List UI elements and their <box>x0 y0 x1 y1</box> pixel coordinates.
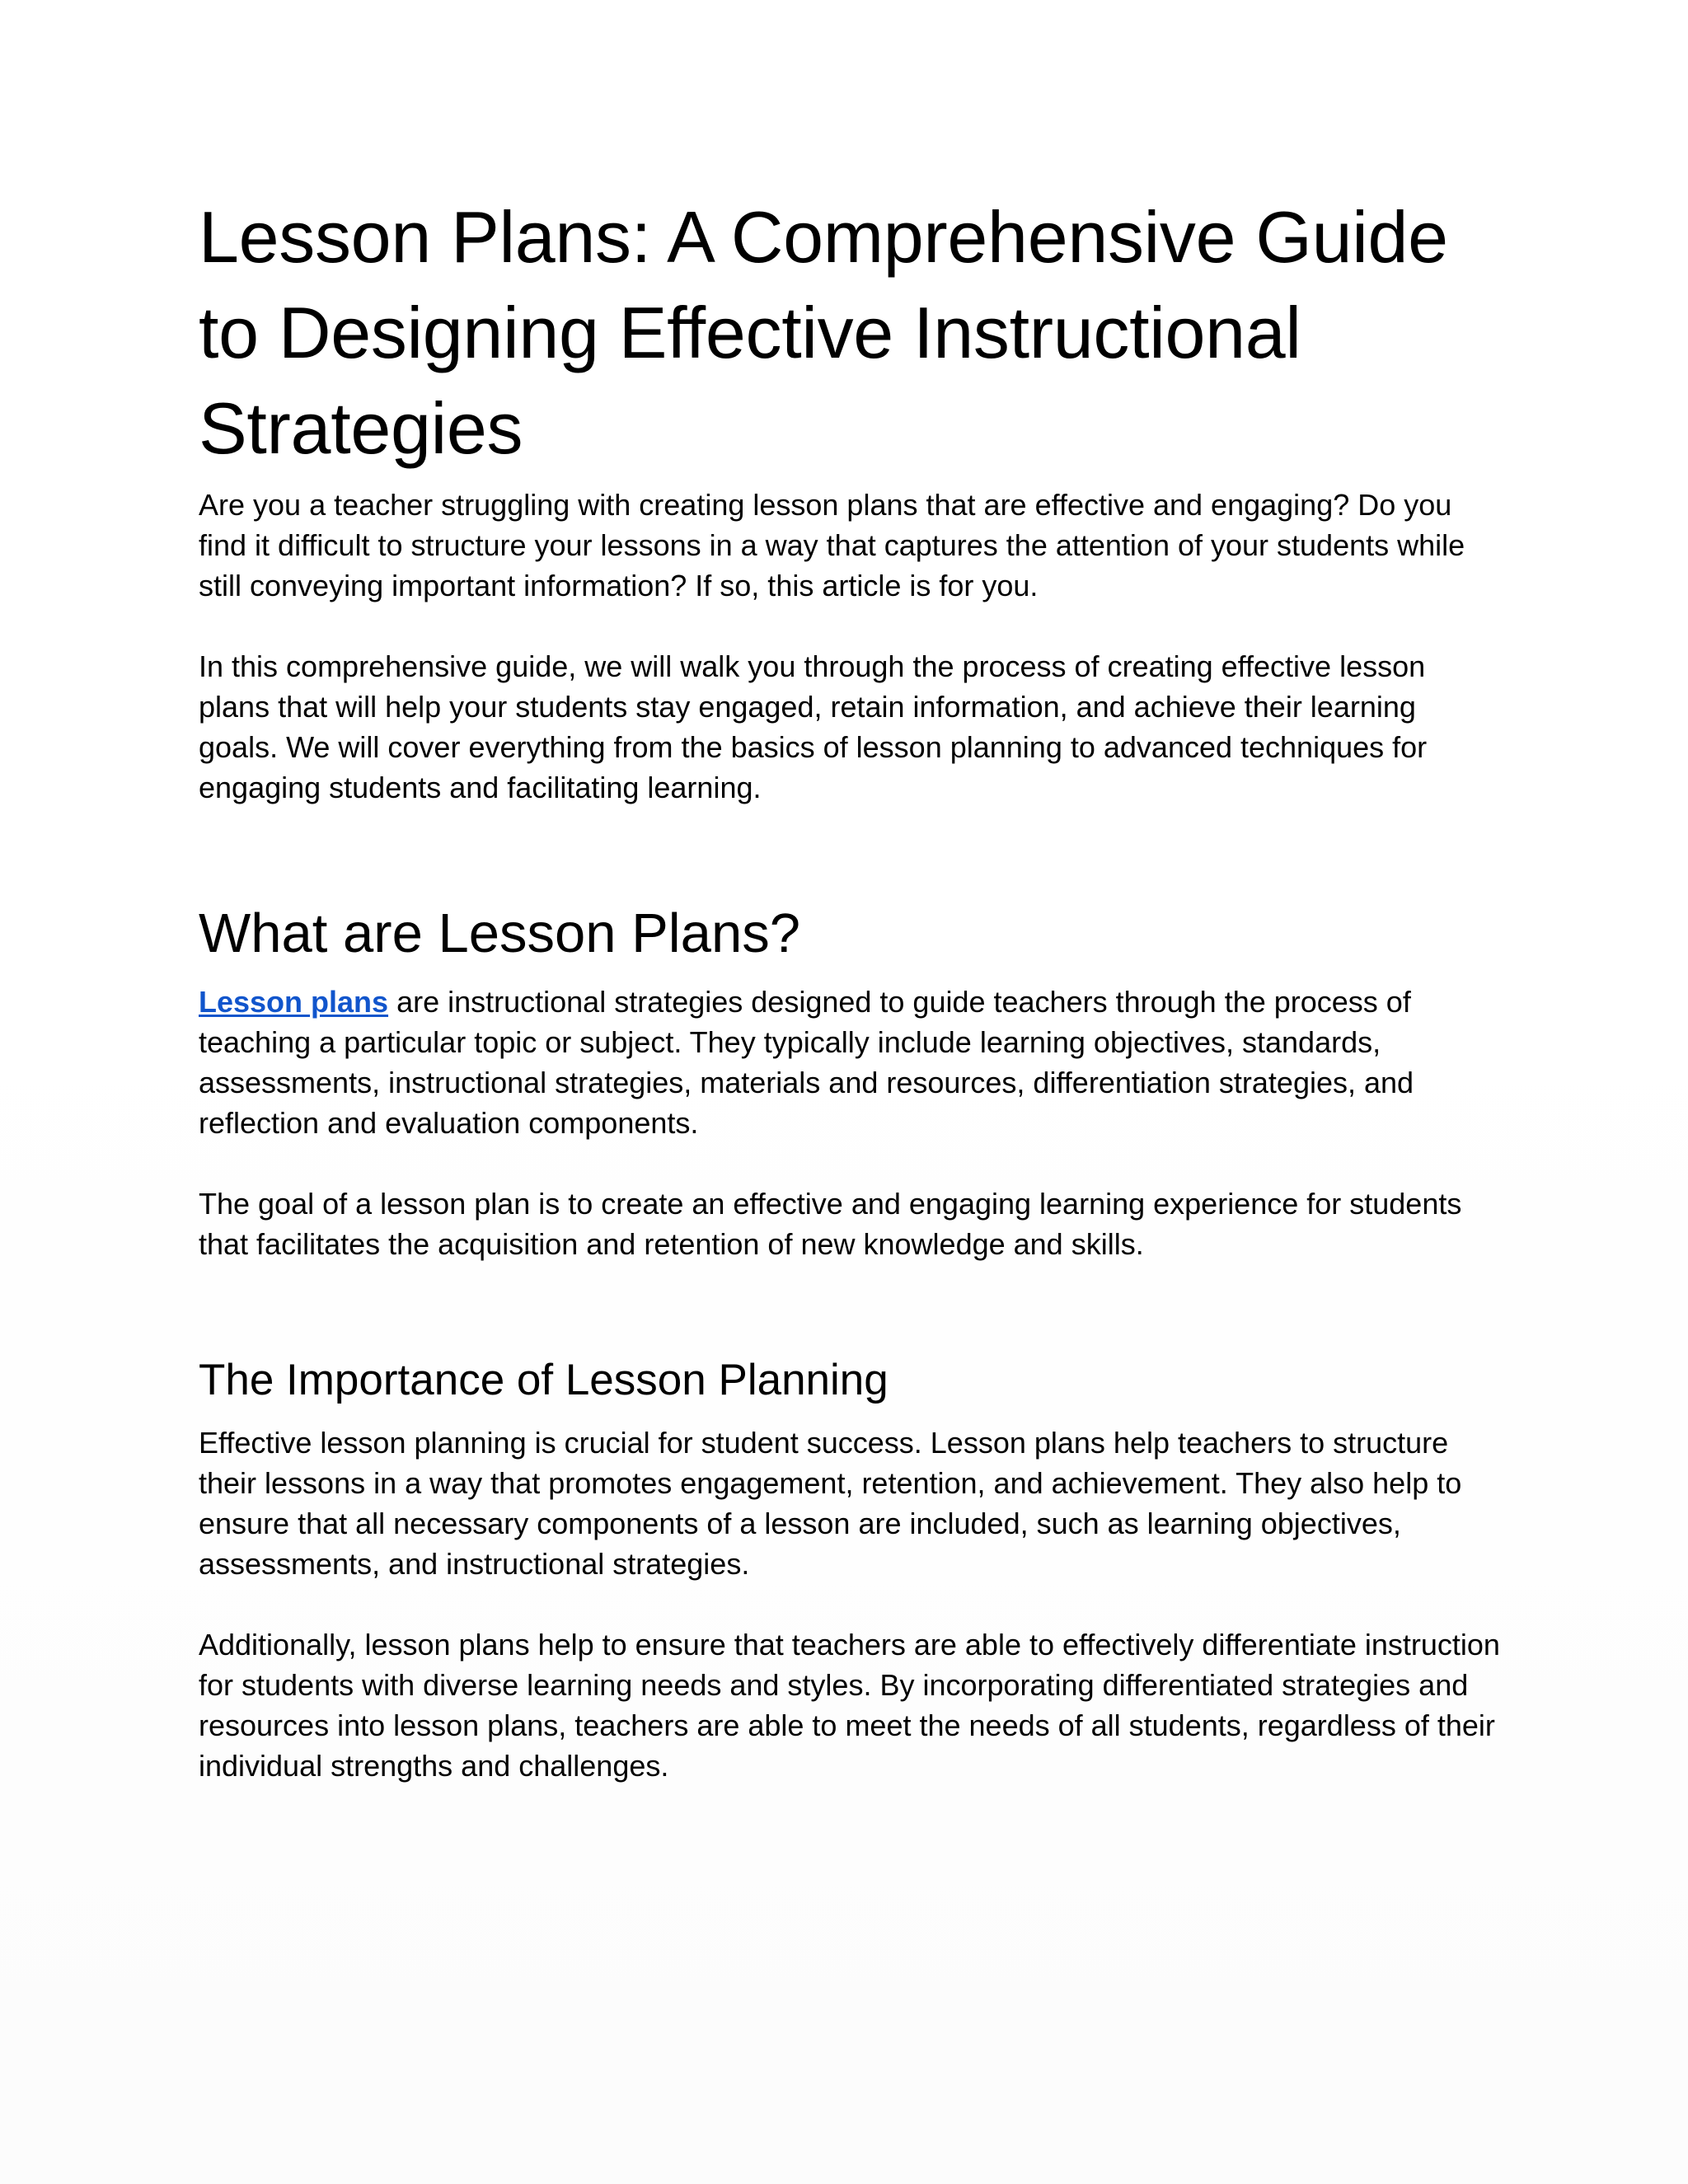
lesson-plans-link[interactable]: Lesson plans <box>199 985 389 1019</box>
what-paragraph-2: The goal of a lesson plan is to create an effective and engaging learning experience for students that facilitates the acquisition and retention of new knowledge and skills. <box>199 1187 1462 1261</box>
section-heading-importance: The Importance of Lesson Planning <box>199 1356 889 1404</box>
intro-paragraph-2: In this comprehensive guide, we will walk you through the process of creating effective lesson plans that will help your students stay engaged, retain information, and achieve their learning goals. We will cover everything from the basics of lesson planning to advanced techniques for engaging students and facilitating learning. <box>199 649 1428 804</box>
intro-paragraph-1: Are you a teacher struggling with creating lesson plans that are effective and engaging? Do you find it difficult to structure your lessons in a way that captures the attention of your students while still conveying important information? If so, this article is for you. <box>199 488 1465 602</box>
section-heading-what-are-lesson-plans: What are Lesson Plans? <box>199 902 800 964</box>
what-paragraph-1 <box>199 982 1501 1143</box>
document-content <box>199 190 1501 1786</box>
what-paragraph-1-text: are instructional strategies designed to guide teachers through the process of teaching a particular topic or subject. They typically include learning objectives, standards, assessments, instructional strategies, materials and resources, differentiation strategies, and reflection and evaluation components. <box>199 985 1414 1140</box>
document-title: Lesson Plans: A Comprehensive Guide to Designing Effective Instructional Strategies <box>199 196 1448 469</box>
importance-paragraph-1: Effective lesson planning is crucial for student success. Lesson plans help teachers to structure their lessons in a way that promotes engagement, retention, and achievement. They also help to ensure that all necessary components of a lesson are included, such as learning objectives, assessments, and instructional strategies. <box>199 1426 1462 1581</box>
importance-paragraph-2: Additionally, lesson plans help to ensure that teachers are able to effectively differentiate instruction for students with diverse learning needs and styles. By incorporating differentiated strategies and resources into lesson plans, teachers are able to meet the needs of all students, regardless of their individual strengths and challenges. <box>199 1628 1500 1783</box>
